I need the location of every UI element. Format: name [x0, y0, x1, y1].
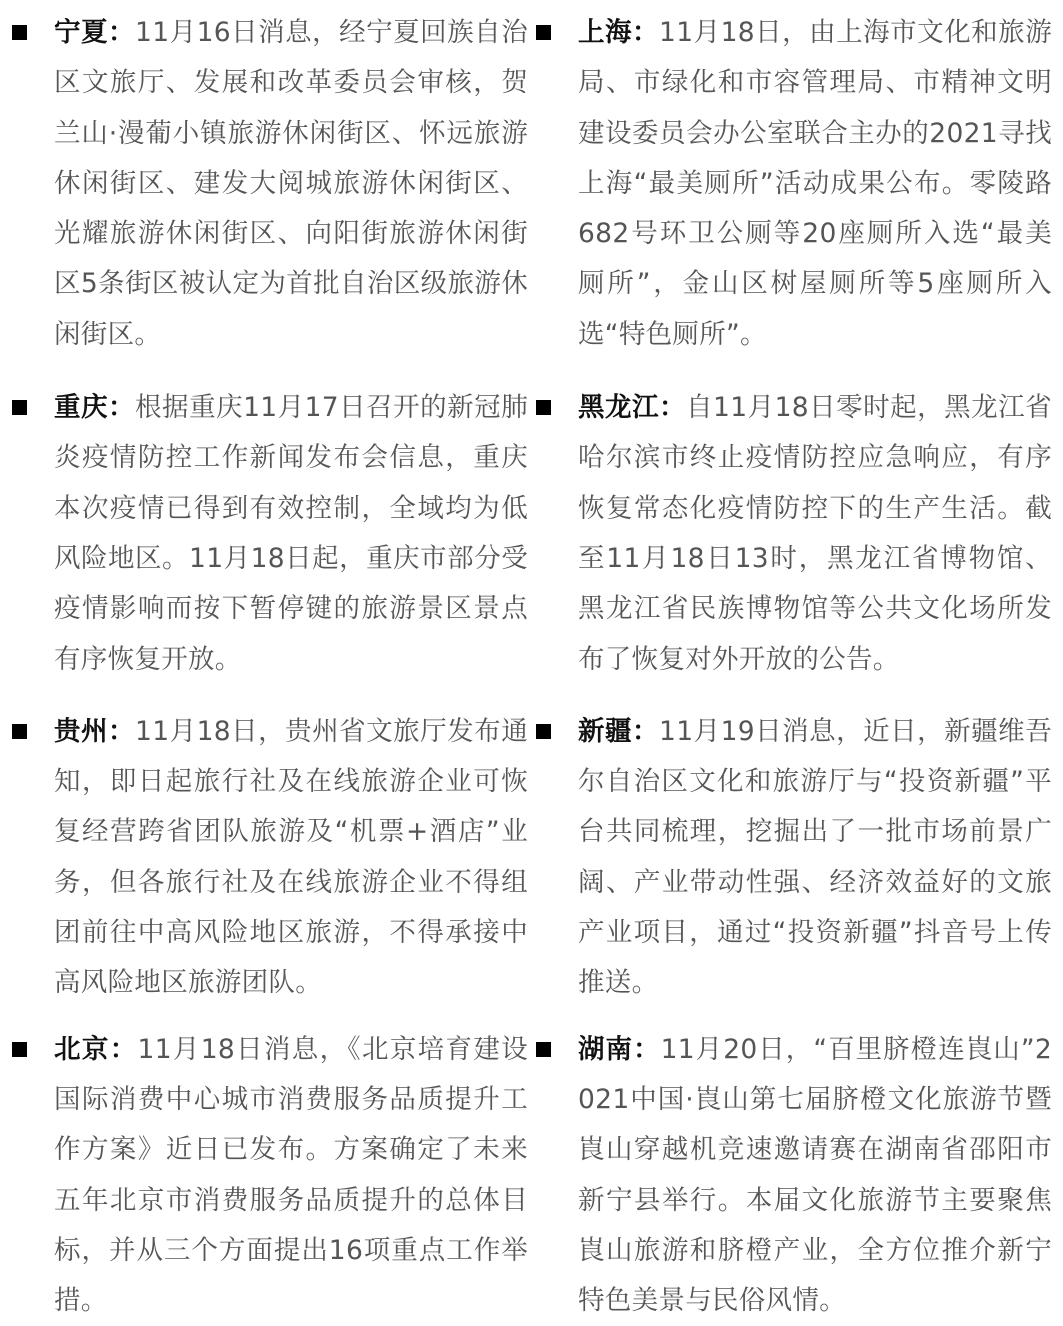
region-label: 湖南: [578, 1033, 634, 1065]
square-bullet-icon: [12, 724, 27, 739]
news-item-xinjiang: [532, 707, 1052, 1009]
square-bullet-icon: [12, 1042, 27, 1057]
region-label: 贵州: [54, 715, 109, 747]
square-bullet-icon: [536, 724, 551, 739]
square-bullet-icon: [536, 400, 551, 415]
region-separator: ：: [632, 715, 660, 747]
right-news-column: [532, 8, 1052, 1326]
left-news-column: [8, 8, 528, 1326]
news-item-guizhou: [8, 707, 528, 1009]
region-separator: ：: [659, 392, 687, 424]
region-separator: ：: [109, 1033, 138, 1065]
news-text: 11月18日消息，《北京培育建设国际消费中心城市消费服务品质提升工作方案》近日已发布。方案确定了未来五年北京市消费服务品质提升的总体目标，并从三个方面提出16项重点工作举措。: [54, 1033, 528, 1317]
region-separator: ：: [108, 392, 136, 424]
region-label: 新疆: [578, 715, 633, 747]
region-separator: ：: [108, 17, 136, 48]
region-label: 北京: [54, 1033, 110, 1065]
square-bullet-icon: [536, 25, 551, 40]
region-label: 上海: [578, 17, 633, 48]
news-item-ningxia: [8, 8, 528, 360]
news-text: 根据重庆11月17日召开的新冠肺炎疫情防控工作新闻发布会信息，重庆本次疫情已得到有效控制，全域均为低风险地区。11月18日起，重庆市部分受疫情影响而按下暂停键的旅游景区景点有序恢复开放。: [54, 392, 528, 675]
news-text: 11月20日，“百里脐橙连崀山”2021中国·崀山第七届脐橙文化旅游节暨崀山穿越机竞速邀请赛在湖南省邵阳市新宁县举行。本届文化旅游节主要聚焦崀山旅游和脐橙产业，全方位推介新宁特色美景与民俗风情。: [578, 1033, 1053, 1317]
region-label: 黑龙江: [578, 392, 660, 424]
region-separator: ：: [632, 17, 660, 48]
news-text: 自11月18日零时起，黑龙江省哈尔滨市终止疫情防控应急响应，有序恢复常态化疫情防控下的生产生活。截至11月18日13时，黑龙江省博物馆、黑龙江省民族博物馆等公共文化场所发布了恢复对外开放的公告。: [578, 392, 1052, 675]
news-text: 11月19日消息，近日，新疆维吾尔自治区文化和旅游厅与“投资新疆”平台共同梳理，挖掘出了一批市场前景广阔、产业带动性强、经济效益好的文旅产业项目，通过“投资新疆”抖音号上传推送。: [578, 715, 1052, 999]
region-separator: ：: [108, 715, 136, 747]
square-bullet-icon: [12, 400, 27, 415]
news-item-chongqing: [8, 383, 528, 685]
square-bullet-icon: [536, 1042, 551, 1057]
news-text: 11月16日消息，经宁夏回族自治区文旅厅、发展和改革委员会审核，贺兰山·漫葡小镇旅游休闲街区、怀远旅游休闲街区、建发大阅城旅游休闲街区、光耀旅游休闲街区、向阳街旅游休闲街区5条街区被认定为首批自治区级旅游休闲街区。: [54, 17, 528, 350]
news-text: 11月18日，贵州省文旅厅发布通知，即日起旅行社及在线旅游企业可恢复经营跨省团队旅游及“机票+酒店”业务，但各旅行社及在线旅游企业不得组团前往中高风险地区旅游，不得承接中高风险地区旅游团队。: [54, 715, 528, 999]
region-label: 重庆: [54, 392, 109, 424]
square-bullet-icon: [12, 25, 27, 40]
region-label: 宁夏: [54, 17, 109, 48]
news-text: 11月18日，由上海市文化和旅游局、市绿化和市容管理局、市精神文明建设委员会办公室联合主办的2021寻找上海“最美厕所”活动成果公布。零陵路682号环卫公厕等20座厕所入选“最美厕所”，金山区树屋厕所等5座厕所入选“特色厕所”。: [578, 17, 1052, 350]
news-item-beijing: [8, 1025, 528, 1326]
news-item-heilongjiang: [532, 383, 1052, 685]
news-item-shanghai: [532, 8, 1052, 360]
news-item-hunan: [532, 1025, 1052, 1326]
region-separator: ：: [633, 1033, 661, 1065]
